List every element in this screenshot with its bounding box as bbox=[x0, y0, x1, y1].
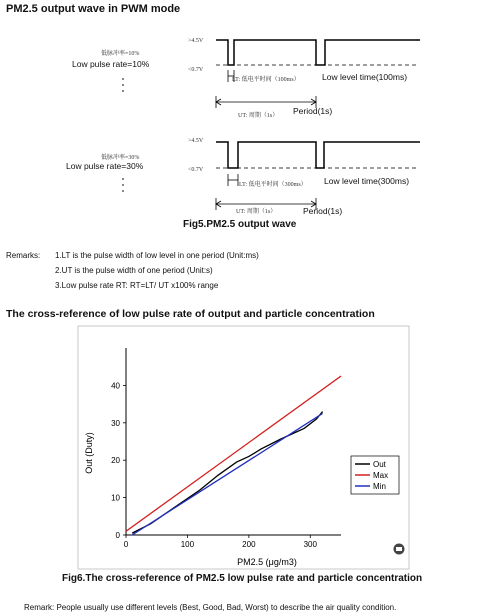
wave1-cn-rate: 低脉冲率=10% bbox=[101, 51, 140, 57]
y-tick-label: 0 bbox=[115, 531, 120, 540]
x-tick-label: 200 bbox=[242, 540, 256, 549]
wave1-lt-label: LT: 低电平时间（100ms） bbox=[232, 77, 300, 83]
chart-legend bbox=[351, 456, 399, 494]
wave2-signal bbox=[216, 142, 420, 168]
remark-item-3: 3.Low pulse rate RT: RT=LT/ UT x100% range bbox=[55, 281, 219, 290]
series-line-max bbox=[126, 376, 341, 531]
wave2-en-rate: Low pulse rate=30% bbox=[66, 161, 144, 171]
wave2-cn-rate: 低脉冲率=30% bbox=[101, 155, 140, 161]
chart-series bbox=[126, 376, 341, 535]
x-tick-label: 100 bbox=[180, 540, 195, 549]
chart-axes bbox=[111, 348, 341, 549]
wave1-ut-label: UT: 周期（1s） bbox=[238, 113, 279, 119]
remark-item-1: 1.LT is the pulse width of low level in one period (Unit:ms) bbox=[55, 251, 259, 260]
legend-label-min: Min bbox=[373, 482, 386, 491]
wave1-ut-marker bbox=[216, 96, 316, 108]
y-axis-label: Out (Duty) bbox=[84, 432, 94, 474]
pm25-duty-chart bbox=[0, 320, 499, 570]
section-title: The cross-reference of low pulse rate of output and particle concentration bbox=[6, 308, 375, 320]
wave2-ut-marker bbox=[216, 198, 316, 210]
wave2-ut-label: UT: 周期（1s） bbox=[236, 209, 277, 215]
pwm-waveforms bbox=[0, 0, 499, 235]
legend-label-out: Out bbox=[373, 460, 386, 469]
y-tick-label: 20 bbox=[111, 456, 120, 466]
x-tick-label: 0 bbox=[123, 540, 129, 549]
wave2-low-level: <0.7V bbox=[188, 167, 204, 173]
wave2-lt-marker bbox=[228, 174, 238, 186]
fig5-caption: Fig5.PM2.5 output wave bbox=[183, 219, 297, 230]
series-line-out bbox=[132, 412, 322, 534]
wave2-lt-en: Low level time(300ms) bbox=[324, 176, 410, 186]
x-axis-label: PM2.5 (μg/m3) bbox=[237, 557, 297, 567]
wave1-lt-en: Low level time(100ms) bbox=[322, 72, 408, 82]
legend-label-max: Max bbox=[373, 471, 389, 480]
y-tick-label: 30 bbox=[111, 418, 120, 428]
y-tick-label: 40 bbox=[111, 381, 120, 391]
wave1-en-rate: Low pulse rate=10% bbox=[72, 59, 150, 69]
remark-item-2: 2.UT is the pulse width of one period (Unit:s) bbox=[55, 266, 213, 275]
chart-outer-frame bbox=[78, 326, 409, 569]
ellipsis-dots-1 bbox=[122, 78, 124, 92]
wave1-low-level: <0.7V bbox=[188, 67, 204, 73]
wave1-signal bbox=[216, 40, 420, 65]
page-title: PM2.5 output wave in PWM mode bbox=[6, 3, 181, 15]
remarks-label: Remarks: bbox=[6, 251, 41, 260]
ellipsis-dots-2 bbox=[122, 178, 124, 192]
fig6-caption: Fig6.The cross-reference of PM2.5 low pulse rate and particle concentration bbox=[62, 573, 423, 584]
wave1-high-level: >4.5V bbox=[188, 38, 204, 44]
wave2-high-level: >4.5V bbox=[188, 138, 204, 144]
wave1-lt-marker bbox=[228, 70, 234, 82]
wave2-lt-label: LT: 低电平时间（300ms） bbox=[239, 182, 307, 188]
x-tick-label: 300 bbox=[303, 540, 317, 549]
wave2-ut-en: Period(1s) bbox=[303, 206, 343, 216]
bottom-remark: Remark: People usually use different levels (Best, Good, Bad, Worst) to describe the air quality condition. bbox=[24, 603, 397, 612]
series-line-min bbox=[132, 413, 322, 535]
wave1-ut-en: Period(1s) bbox=[293, 106, 333, 116]
chart-corner-icon bbox=[394, 544, 405, 555]
y-tick-label: 10 bbox=[111, 493, 120, 503]
